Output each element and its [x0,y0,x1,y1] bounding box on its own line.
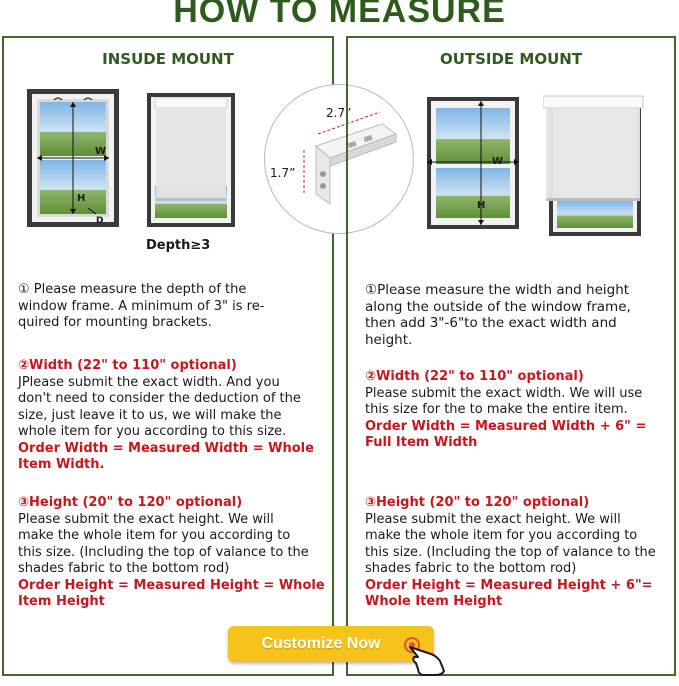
inside-step2-line: don't need to consider the deduction of the [18,391,301,406]
outside-step1 [365,282,631,348]
outside-step3 [365,495,656,611]
outside-window-diagram [426,96,522,230]
inside-height-formula: Order Height = Measured Height = Whole [18,577,325,593]
inside-step3-line: shades fabric to the bottom rod) [18,561,230,576]
outside-width-formula: Full Item Width [365,435,478,450]
pointer-hand-icon [402,633,452,677]
inside-step2-line: size, just leave it to us, we will make the [18,407,282,423]
outside-width-formula: Order Width = Measured Width + 6" = [365,418,647,434]
outside-step2-heading: ②Width (22" to 110" optional) [365,369,584,384]
inside-shade-diagram [146,92,238,230]
outside-shade-diagram [543,94,645,240]
outside-step3-heading: ③Height (20" to 120" optional) [365,495,590,510]
depth-note: Depth≥3 [146,238,211,253]
outside-step2-line: Please submit the exact width. We will use [365,385,643,401]
outside-height-label: H [477,200,486,211]
outside-step3-line: this size. (Including the top of valance to the [365,544,656,560]
inside-step3-line: Please submit the exact height. We will [18,511,274,527]
outside-height-formula: Order Height = Measured Height + 6"= [365,577,653,593]
outside-step3-line: make the whole item for you according to [365,528,638,543]
inside-step3-heading: ③Height (20" to 120" optional) [18,495,243,510]
customize-now-label: Customize Now [261,635,381,652]
inside-height-formula: Item Height [18,594,105,609]
outside-step2 [365,369,646,452]
inside-height-label: H [77,193,86,204]
inside-mount-heading: INSUDE MOUNT [102,50,234,68]
inside-step2-heading: ②Width (22" to 110" optional) [18,358,237,373]
inside-step3-line: make the whole item for you according to [18,528,291,543]
outside-step1-line: ①Please measure the width and height [365,282,630,298]
outside-step2-line: this size for the to make the entire item. [365,402,628,417]
outside-step3-line: Please submit the exact height. We will [365,511,621,527]
inside-step1-line: window frame. A minimum of 3" is re- [18,298,265,314]
bracket-height-label: 1.7” [270,166,296,180]
inside-step3-line: this size. (Including the top of valance to the [18,544,309,560]
inside-step1-line: quired for mounting brackets. [18,315,212,330]
inside-width-label: W [95,146,107,157]
inside-step1 [18,282,264,332]
outside-step3-line: shades fabric to the bottom rod) [365,561,577,576]
inside-step2-line: JPlease submit the exact width. And you [18,374,280,390]
inside-step2 [18,358,314,474]
outside-mount-heading: OUTSIDE MOUNT [439,50,583,68]
bracket-width-label: 2.7” [326,106,352,120]
inside-width-formula: Item Width. [18,457,105,472]
inside-depth-label: D [96,216,104,226]
page-title: HOW TO MEASURE [173,0,506,30]
outside-step1-line: then add 3"-6"to the exact width and [365,315,617,331]
outside-step1-line: along the outside of the window frame, [365,298,631,315]
inside-step3 [18,495,325,611]
outside-height-formula: Whole Item Height [365,594,503,609]
inside-step1-line: ① Please measure the depth of the [18,282,247,297]
inside-window-diagram [26,88,126,230]
inside-step2-line: whole item for you according to this size. [18,424,287,439]
outside-step1-line: height. [365,331,413,348]
outside-width-label: W [492,156,504,167]
inside-width-formula: Order Width = Measured Width = Whole [18,440,314,456]
